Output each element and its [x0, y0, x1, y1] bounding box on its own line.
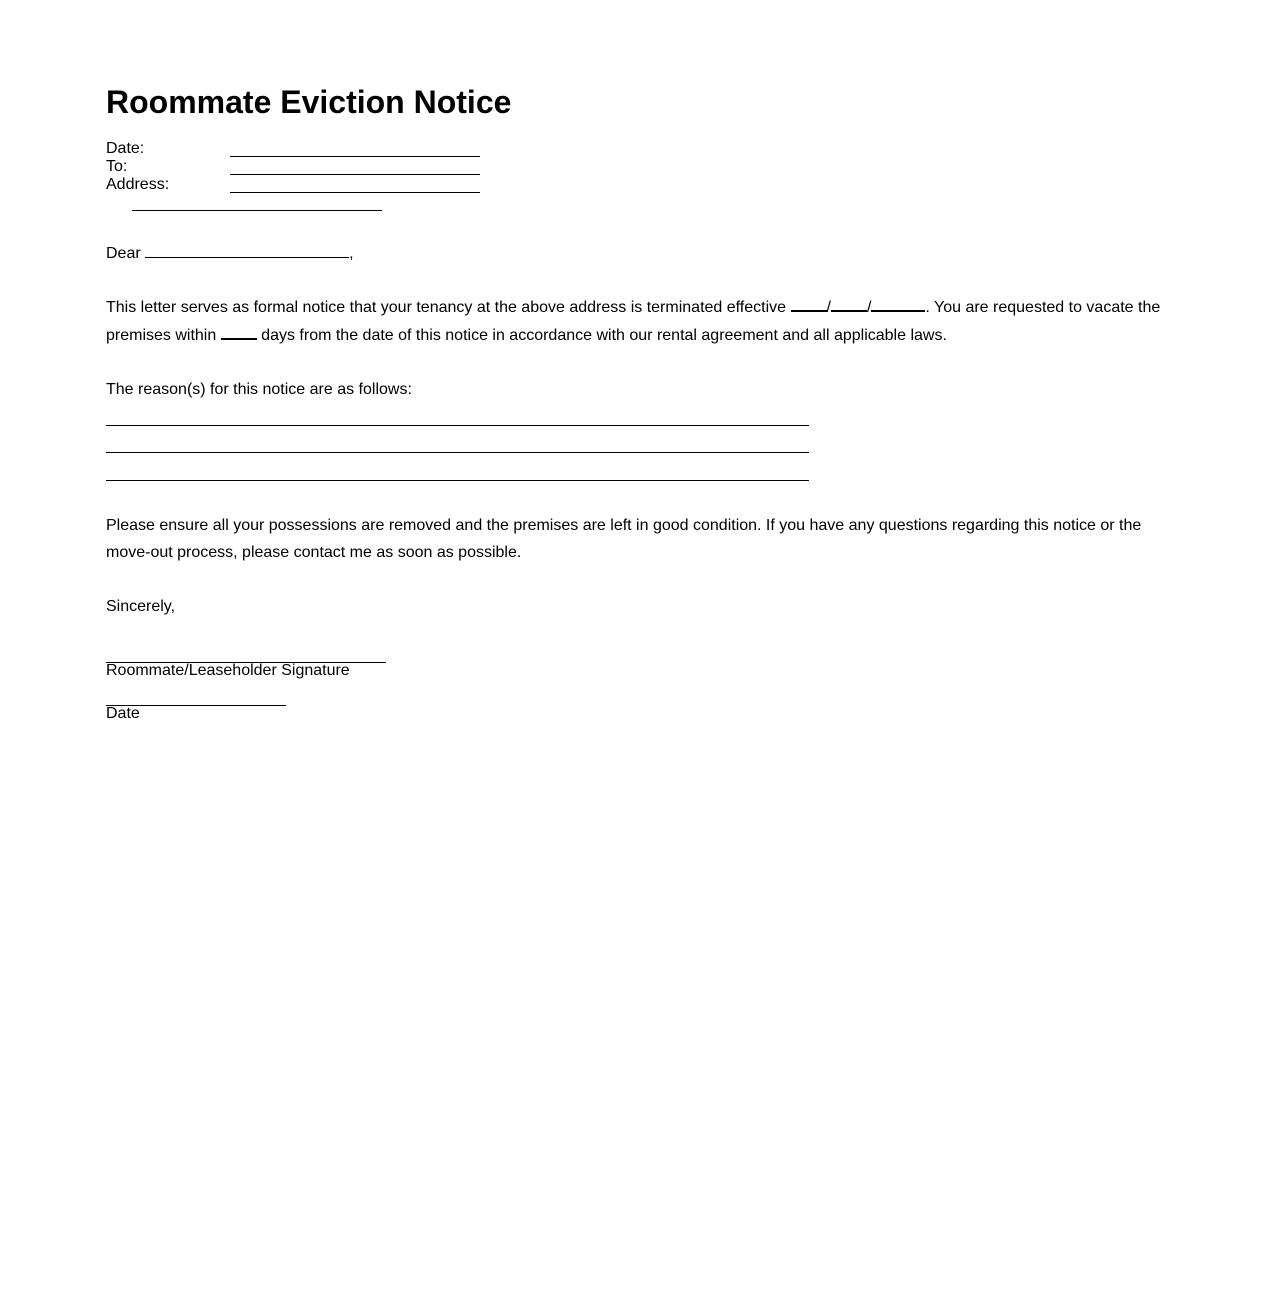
address-second-line-blank[interactable]	[132, 210, 382, 211]
reasons-intro: The reason(s) for this notice are as follows:	[106, 381, 412, 398]
to-field-label: To:	[106, 158, 128, 175]
effective-year-blank[interactable]	[871, 296, 925, 312]
effective-day-blank[interactable]	[831, 296, 867, 312]
paragraph-1-line-1	[106, 294, 1160, 322]
document-title: Roommate Eviction Notice	[106, 84, 512, 120]
date-separator: /	[826, 299, 831, 316]
signature-label: Roommate/Leaseholder Signature	[106, 662, 350, 679]
days-count-blank[interactable]	[221, 324, 257, 340]
paragraph-2-line-2: move-out process, please contact me as soon as possible.	[106, 544, 522, 561]
address-field-label: Address:	[106, 176, 170, 193]
date-separator: /	[866, 299, 872, 316]
address-field-blank[interactable]	[230, 192, 480, 193]
signature-date-label: Date	[106, 705, 140, 722]
salutation-suffix: ,	[349, 245, 354, 262]
to-field-blank[interactable]	[230, 174, 480, 175]
date-field-blank[interactable]	[230, 156, 480, 157]
reason-line-3[interactable]	[106, 480, 809, 481]
closing: Sincerely,	[106, 598, 176, 615]
effective-month-blank[interactable]	[791, 296, 827, 312]
salutation-prefix: Dear	[106, 245, 141, 262]
reason-line-1[interactable]	[106, 425, 809, 426]
reason-line-2[interactable]	[106, 452, 809, 453]
paragraph-2-line-1: Please ensure all your possessions are removed and the premises are left in good condition. If you have any questions regarding this notice or the	[106, 517, 1142, 534]
date-field-label: Date:	[106, 140, 145, 157]
salutation	[106, 240, 354, 268]
paragraph-1-line-2	[106, 322, 947, 350]
paragraph-1-text-c: premises within	[106, 327, 217, 344]
paragraph-1-text-a: This letter serves as formal notice that your tenancy at the above address is terminated effective	[106, 299, 787, 316]
paragraph-1-text-d: days from the date of this notice in accordance with our rental agreement and all applicable laws.	[261, 327, 947, 344]
paragraph-1-text-b: . You are requested to vacate the	[925, 299, 1161, 316]
recipient-name-blank[interactable]	[145, 243, 349, 258]
